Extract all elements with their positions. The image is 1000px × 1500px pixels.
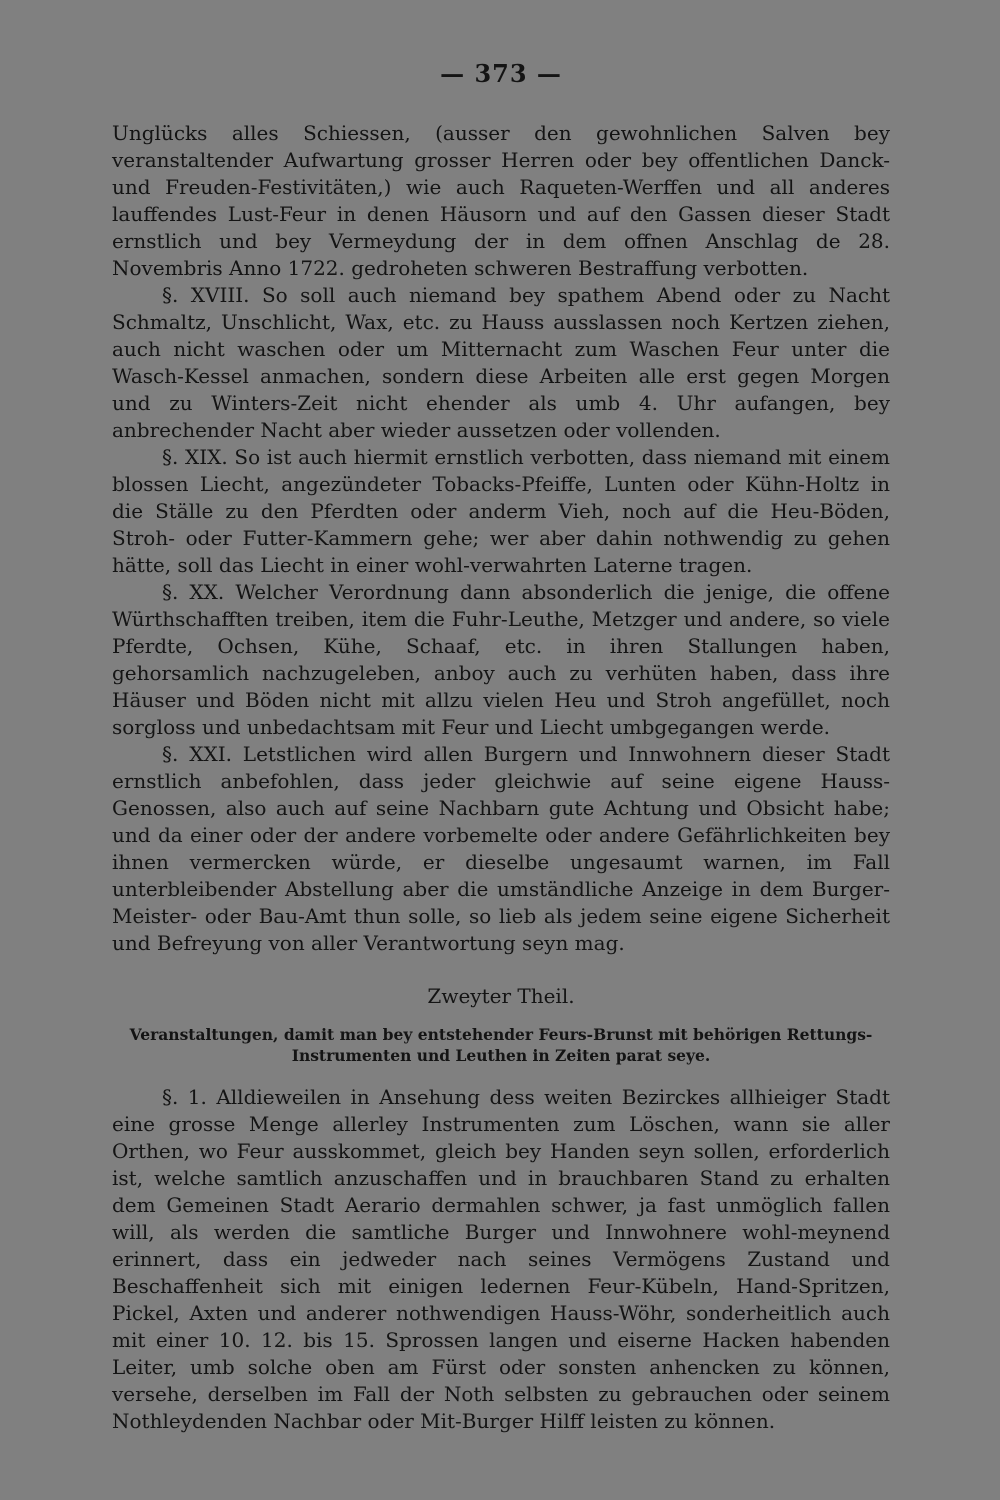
section-subheading-line-1: Veranstaltungen, damit man bey entstehender Feurs-Brunst mit behörigen Rettungs- xyxy=(129,1025,873,1044)
section-subheading xyxy=(112,1024,890,1066)
section-heading: Zweyter Theil. xyxy=(427,984,575,1008)
section-subheading-line-2: Instrumenten und Leuthen in Zeiten parat seye. xyxy=(291,1046,711,1065)
paragraph-section-xxi: §. XXI. Letstlichen wird allen Burgern und Innwohnern dieser Stadt ernstlich anbefohlen, dass jeder gleichwie auf seine eigene Hauss-Genossen, also auch auf seine Nachbarn gute Achtung und Obsicht habe; und da einer oder der andere vorbemelte oder andere Gefährlichkeiten bey ihnen vermercken würde, er dieselbe ungesaumt warnen, im Fall unterbleibender Abstellung aber die umständliche Anzeige in dem Burger-Meister- oder Bau-Amt thun solle, so lieb als jedem seine eigene Sicherheit und Befreyung von aller Verantwortung seyn mag. xyxy=(112,742,890,955)
paragraph-section-1: §. 1. Alldieweilen in Ansehung dess weiten Bezirckes allhieiger Stadt eine grosse Menge allerley Instrumenten zum Löschen, wann sie aller Orthen, wo Feur ausskommet, gleich bey Handen seyn sollen, erforderlich ist, welche samtlich anzuschaffen und in brauchbaren Stand zu erhalten dem Gemeinen Stadt Aerario dermahlen schwer, ja fast unmöglich fallen will, als werden die samtliche Burger und Innwohnere wohl-meynend erinnert, dass ein jedweder nach seines Vermögens Zustand und Beschaffenheit sich mit einigen ledernen Feur-Kübeln, Hand-Spritzen, Pickel, Axten und anderer nothwendigen Hauss-Wöhr, sonderheitlich auch mit einer 10. 12. bis 15. Sprossen langen und eiserne Hacken habenden Leiter, umb solche oben am Fürst oder sonsten anhencken zu können, versehe, derselben im Fall der Noth selbsten zu gebrauchen oder seinem Nothleydenden Nachbar oder Mit-Burger Hilff leisten zu können. xyxy=(112,1085,890,1433)
paragraph-continuation: Unglücks alles Schiessen, (ausser den gewohnlichen Salven bey veranstaltender Aufwartung grosser Herren oder bey offentlichen Danck- und Freuden-Festivitäten,) wie auch Raqueten-Werffen und all anderes lauffendes Lust-Feur in denen Häusorn und auf den Gassen dieser Stadt ernstlich und bey Vermeydung der in dem offnen Anschlag de 28. Novembris Anno 1722. gedroheten schweren Bestraffung verbotten. xyxy=(112,121,890,280)
page-number: — 373 — xyxy=(440,59,562,88)
paragraph-section-xix: §. XIX. So ist auch hiermit ernstlich verbotten, dass niemand mit einem blossen Liecht, angezündeter Tobacks-Pfeiffe, Lunten oder Kühn-Holtz in die Ställe zu den Pferdten oder anderm Vieh, noch auf die Heu-Böden, Stroh- oder Futter-Kammern gehe; wer aber dahin nothwendig zu gehen hätte, soll das Liecht in einer wohl-verwahrten Laterne tragen. xyxy=(112,445,890,577)
document-page xyxy=(112,58,890,1435)
paragraph-section-xx: §. XX. Welcher Verordnung dann absonderlich die jenige, die offene Würthschafften treiben, item die Fuhr-Leuthe, Metzger und andere, so viele Pferdte, Ochsen, Kühe, Schaaf, etc. in ihren Stallungen haben, gehorsamlich nachzugeleben, anboy auch zu verhüten haben, dass ihre Häuser und Böden nicht mit allzu vielen Heu und Stroh angefüllet, noch sorgloss und unbedachtsam mit Feur und Liecht umbgegangen werde. xyxy=(112,580,890,739)
paragraph-section-xviii: §. XVIII. So soll auch niemand bey spathem Abend oder zu Nacht Schmaltz, Unschlicht, Wax, etc. zu Hauss ausslassen noch Kertzen ziehen, auch nicht waschen oder um Mitternacht zum Waschen Feur unter die Wasch-Kessel anmachen, sondern diese Arbeiten alle erst gegen Morgen und zu Winters-Zeit nicht ehender als umb 4. Uhr aufangen, bey anbrechender Nacht aber wieder aussetzen oder vollenden. xyxy=(112,283,890,442)
